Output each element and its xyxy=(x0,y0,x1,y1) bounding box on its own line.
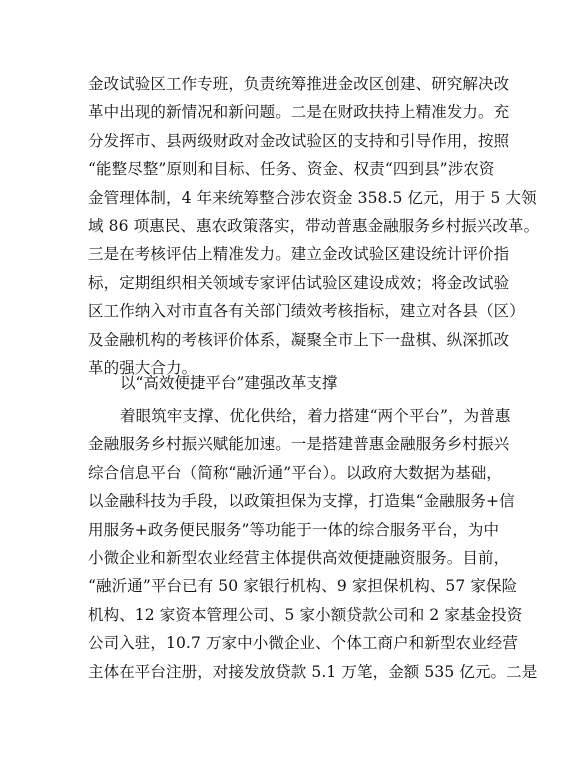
paragraph-1-line: 标，定期组织相关领域专家评估试验区建设成效；将金改试验 xyxy=(88,273,510,292)
paragraph-1 xyxy=(88,70,540,382)
paragraph-1-line: 三是在考核评估上精准发力。建立金改试验区建设统计评价指 xyxy=(88,245,510,264)
paragraph-2-line: 小微企业和新型农业经营主体提供高效便捷融资服务。目前， xyxy=(88,548,510,567)
section-heading: 以“高效便捷平台”建强改革支撑 xyxy=(120,374,338,392)
paragraph-1-line: 域 86 项惠民、惠农政策落实，带动普惠金融服务乡村振兴改革。 xyxy=(88,216,540,235)
paragraph-2-line: 公司入驻，10.7 万家中小微企业、个体工商户和新型农业经营 xyxy=(88,634,518,653)
paragraph-1-line: 革的强大合力。 xyxy=(88,358,198,377)
paragraph-2-line: 着眼筑牢支撑、优化供给，着力搭建“两个平台”，为普惠 xyxy=(120,407,511,425)
paragraph-1-line: 金管理体制，4 年来统筹整合涉农资金 358.5 亿元，用于 5 大领 xyxy=(88,188,537,207)
paragraph-1-line: 分发挥市、县两级财政对金改试验区的支持和引导作用，按照 xyxy=(88,131,510,150)
paragraph-2-line: 主体在平台注册，对接发放贷款 5.1 万笔，金额 535 亿元。二是 xyxy=(88,662,538,681)
paragraph-2-line: “融沂通”平台已有 50 家银行机构、9 家担保机构、57 家保险 xyxy=(88,577,518,596)
paragraph-2 xyxy=(88,402,538,686)
paragraph-2-line: 综合信息平台（简称“融沂通”平台）。以政府大数据为基础， xyxy=(88,463,502,482)
paragraph-2-line: 以金融科技为手段，以政策担保为支撑，打造集“金融服务+信 xyxy=(88,492,515,511)
paragraph-1-line: 区工作纳入对市直各有关部门绩效考核指标，建立对各县（区） xyxy=(88,302,525,321)
paragraph-1-line: 革中出现的新情况和新问题。二是在财政扶持上精准发力。充 xyxy=(88,103,510,122)
paragraph-2-line: 金融服务乡村振兴赋能加速。一是搭建普惠金融服务乡村振兴 xyxy=(88,435,510,454)
paragraph-2-line: 用服务+政务便民服务”等功能于一体的综合服务平台，为中 xyxy=(88,520,500,539)
paragraph-1-line: 金改试验区工作专班，负责统筹推进金改区创建、研究解决改 xyxy=(88,75,510,93)
paragraph-1-line: “能整尽整”原则和目标、任务、资金、权责“四到县”涉农资 xyxy=(88,160,495,179)
paragraph-1-line: 及金融机构的考核评价体系，凝聚全市上下一盘棋、纵深抓改 xyxy=(88,330,510,349)
paragraph-2-line: 机构、12 家资本管理公司、5 家小额贷款公司和 2 家基金投资 xyxy=(88,605,523,624)
